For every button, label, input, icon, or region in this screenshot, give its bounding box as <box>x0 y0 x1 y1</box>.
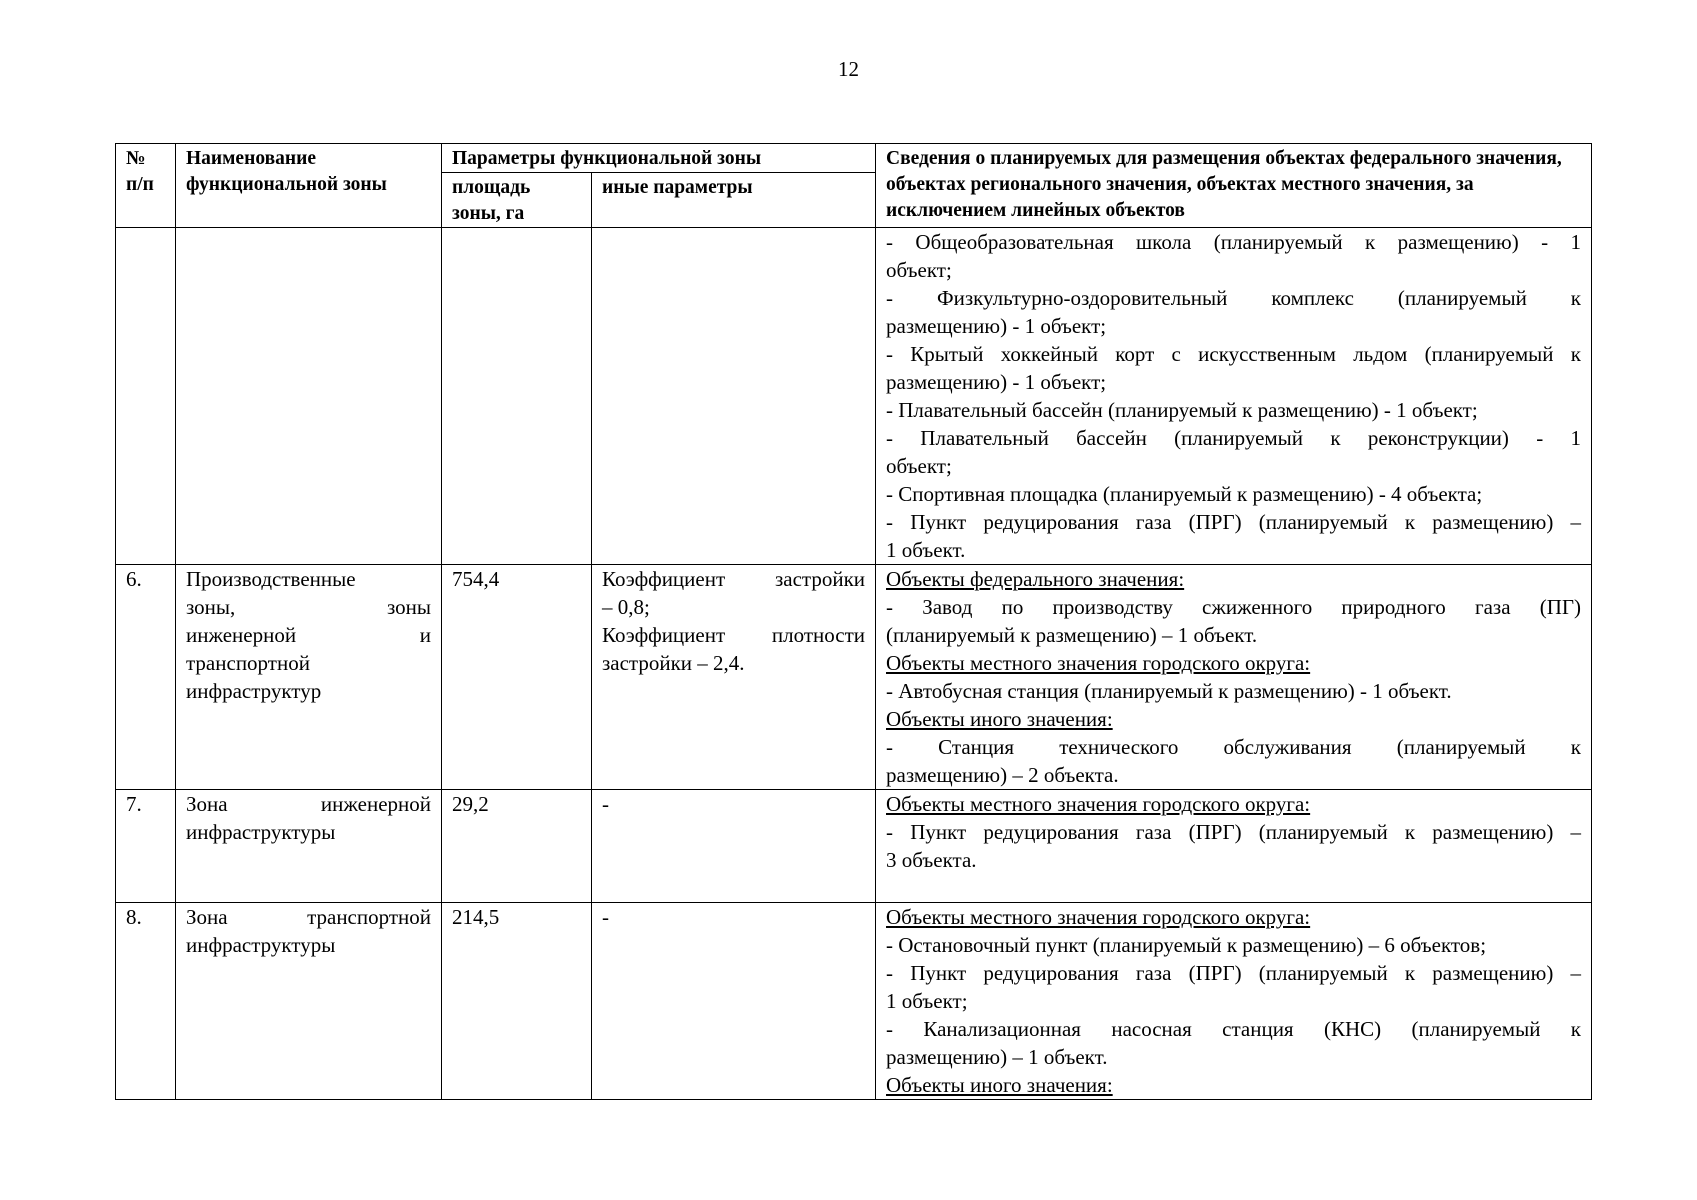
cell-num: 8. <box>116 903 176 1100</box>
name-line: Производственные <box>186 567 356 591</box>
info-line: объект; <box>886 258 952 282</box>
info-line: - Плавательный бассейн (планируемый к размещению) - 1 объект; <box>886 398 1478 422</box>
info-line: - Пункт редуцирования газа (ПРГ) (планируемый к размещению) – <box>886 820 1582 844</box>
cell-other: - <box>592 903 876 1100</box>
other-line: Коэффициент застройки <box>602 567 866 591</box>
cell-other: - <box>592 790 876 903</box>
info-line: - Пункт редуцирования газа (ПРГ) (планируемый к размещению) – <box>886 961 1582 985</box>
cell-info <box>876 903 1592 1100</box>
info-line: 3 объекта. <box>886 848 977 872</box>
header-info: Сведения о планируемых для размещения объектах федерального значения, объектах регионального значения, объектах местного значения, за исключением линейных объектов <box>876 144 1592 228</box>
info-line: - Канализационная насосная станция (КНС) (планируемый к <box>886 1017 1582 1041</box>
name-line: инфраструктуры <box>186 820 336 844</box>
info-line: - Плавательный бассейн (планируемый к реконструкции) - 1 <box>886 426 1582 450</box>
header-num: № п/п <box>116 144 176 228</box>
cell-num: 6. <box>116 565 176 790</box>
name-line: транспортной <box>186 651 310 675</box>
cell-num <box>116 228 176 565</box>
info-line: размещению) – 1 объект. <box>886 1045 1108 1069</box>
name-line: инфраструктур <box>186 679 322 703</box>
info-line: 1 объект; <box>886 989 968 1013</box>
name-line: инфраструктуры <box>186 933 336 957</box>
info-line: 1 объект. <box>886 538 966 562</box>
page-number: 12 <box>838 57 859 81</box>
info-heading: Объекты местного значения городского округа: <box>886 792 1311 816</box>
cell-other <box>592 565 876 790</box>
name-line: зоны, зоны <box>186 595 431 619</box>
table-row <box>116 903 1592 1100</box>
table-row <box>116 565 1592 790</box>
info-line: - Спортивная площадка (планируемый к размещению) - 4 объекта; <box>886 482 1483 506</box>
name-line: Зона инженерной <box>186 792 431 816</box>
info-line: размещению) - 1 объект; <box>886 314 1107 338</box>
other-line: – 0,8; <box>602 595 650 619</box>
cell-info <box>876 790 1592 903</box>
header-zone-name: Наименование функциональной зоны <box>176 144 442 228</box>
cell-name <box>176 228 442 565</box>
info-heading: Объекты иного значения: <box>886 707 1113 731</box>
cell-area: 754,4 <box>442 565 592 790</box>
cell-info <box>876 228 1592 565</box>
info-line: - Остановочный пункт (планируемый к размещению) – 6 объектов; <box>886 933 1487 957</box>
info-line: - Общеобразовательная школа (планируемый к размещению) - 1 <box>886 230 1582 254</box>
info-line: - Завод по производству сжиженного природного газа (ПГ) <box>886 595 1582 619</box>
cell-area: 214,5 <box>442 903 592 1100</box>
other-line: Коэффициент плотности <box>602 623 866 647</box>
header-params-group: Параметры функциональной зоны <box>442 144 876 173</box>
info-line: - Автобусная станция (планируемый к размещению) - 1 объект. <box>886 679 1452 703</box>
info-line: размещению) - 1 объект; <box>886 370 1107 394</box>
table-row <box>116 790 1592 903</box>
info-line: - Физкультурно-оздоровительный комплекс (планируемый к <box>886 286 1582 310</box>
cell-area: 29,2 <box>442 790 592 903</box>
name-line: инженерной и <box>186 623 431 647</box>
info-heading: Объекты иного значения: <box>886 1073 1113 1097</box>
table-row-continuation <box>116 228 1592 565</box>
name-line: Зона транспортной <box>186 905 431 929</box>
header-other-params: иные параметры <box>592 173 876 228</box>
cell-name <box>176 565 442 790</box>
cell-name <box>176 903 442 1100</box>
info-line: (планируемый к размещению) – 1 объект. <box>886 623 1258 647</box>
info-heading: Объекты местного значения городского округа: <box>886 651 1311 675</box>
info-heading: Объекты местного значения городского округа: <box>886 905 1311 929</box>
cell-name <box>176 790 442 903</box>
cell-area <box>442 228 592 565</box>
cell-info <box>876 565 1592 790</box>
info-line: объект; <box>886 454 952 478</box>
info-line: - Крытый хоккейный корт с искусственным льдом (планируемый к <box>886 342 1582 366</box>
info-line: - Пункт редуцирования газа (ПРГ) (планируемый к размещению) – <box>886 510 1582 534</box>
cell-other <box>592 228 876 565</box>
functional-zones-table <box>115 143 1592 1100</box>
header-area: площадь зоны, га <box>442 173 592 228</box>
info-line: - Станция технического обслуживания (планируемый к <box>886 735 1582 759</box>
cell-num: 7. <box>116 790 176 903</box>
info-heading: Объекты федерального значения: <box>886 567 1185 591</box>
info-line: размещению) – 2 объекта. <box>886 763 1119 787</box>
other-line: застройки – 2,4. <box>602 651 745 675</box>
